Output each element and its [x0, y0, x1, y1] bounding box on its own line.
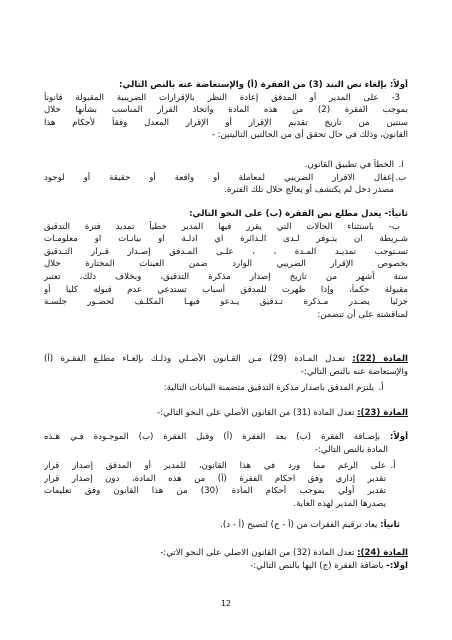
paragraph-line: جزئيا يصـدر مـذكرة تـدقيق يـدعو فيهـا المكلـف لحضـور جلسـة: [44, 297, 408, 308]
article-text: تعدل المادة (32) من القانون الاصلي على النحو الاتي:-: [160, 548, 355, 558]
article-24: [44, 547, 408, 572]
paragraph-label: ثانياً:: [380, 520, 400, 530]
paragraph-text: بإضـافة الفقرة (ب) بعد الفقرة (أ) وقبل الفقرة (ب) الموجـودة فـي هـذه: [44, 432, 380, 442]
list-item-text: يصدرها المدير لهذه الغاية.: [293, 498, 386, 509]
section-amendment-first: [44, 79, 408, 142]
paragraph-line: تسـتوجب تمديـد المـدة ، ، علـى المـدقق إصـدار قـرار التـدقيق: [44, 246, 408, 257]
list-item-text: تقدير أولي بموجب أحكام المادة (30) من هذا القانون وفق تعليمات: [44, 486, 386, 497]
paragraph-line: المادة بالنص التالي:-: [314, 444, 388, 455]
paragraph-text: باضافة الفقرة (ج) اليها بالنص التالي:-: [250, 560, 384, 571]
paragraph-line: القانون، وذلك في حال تحقق أي من الحالتين التاليتين: -: [211, 130, 408, 141]
paragraph-line: بخصوص الإقرار الضريبي الوارد ضمن العينات المختارة خلال: [44, 259, 408, 270]
section-amendment-second: [44, 208, 408, 321]
list-marker: ب.: [395, 172, 407, 183]
paragraph-line: 3- على المدير أو المدقق إعادة النظر بالإقرارات الضريبية المقبولة قانوناً: [44, 92, 400, 103]
article-22: [44, 353, 408, 378]
section-1-items: [44, 159, 408, 197]
paragraph-line: ستة أشهر من تاريخ إصدار مذكرة التدقيق، وبخلاف ذلك، تعتبر: [44, 271, 408, 282]
paragraph-line: سنتين من تاريخ تقديم الإقرار أو الإقرار المعدل وفقاً لأحكام هذا: [44, 117, 408, 128]
list-item-text: مصدر دخل لم يكتشف أو يعالج خلال تلك الفترة.: [224, 185, 394, 196]
list-item: [44, 159, 408, 172]
page-number: 12: [220, 599, 232, 608]
article-23-second: [44, 519, 408, 532]
article-label: المادة (22):: [352, 354, 408, 364]
list-marker: أ.: [390, 461, 396, 471]
list-item: [44, 172, 408, 197]
list-marker: ا.: [398, 160, 404, 170]
list-marker: أ.: [378, 383, 384, 393]
paragraph-line: والإستعاضة عنه بالنص التالي:-: [300, 366, 408, 377]
article-label: المادة (23):: [357, 408, 408, 418]
list-item: [44, 460, 400, 510]
paragraph-line: شـريطة ان يتـوفر لـدى الـدائرة اي ادلـة او بيانـات او معلومـات: [44, 234, 408, 245]
article-22-items: [44, 382, 408, 395]
list-item-text: على الرغم مما ورد في هذا القانون، للمدير أو المدقق إصدار قرار: [44, 461, 386, 471]
list-item-text: تقدير إداري وفق احكام الفقرة (أ) من هذه المادة، دون إصدار قرار: [44, 473, 386, 484]
article-text: تعدل المادة (31) من القانون الأصلي على النحو التالي:-: [157, 408, 355, 418]
paragraph-label: اولا:-: [386, 560, 408, 571]
list-item-text: إغفال الاقرار الضريبي لمعاملة أو واقعة أو حقيقة أو لوجود: [44, 172, 394, 183]
article-label: المادة (24):: [357, 548, 408, 558]
paragraph-label: أولاً:: [389, 432, 408, 442]
article-23-first: [44, 431, 408, 456]
list-item: [44, 382, 388, 395]
article-text: تعـدل المـادة (29) مـن القـانون الأصـلي وذلـك بإلغـاء مطلـع الفقـرة (أ): [44, 354, 345, 364]
list-item-text: يلتزم المدقق باصدار مذكرة التدقيق متضمنة البيانات التالية:: [163, 383, 374, 393]
paragraph-line: مقبولة حكماً، وإذا ظهرت للمدقق أسباب تستدعي عدم قبوله كليا أو: [44, 284, 408, 295]
list-item-text: الخطأ في تطبيق القانون.: [304, 160, 394, 170]
article-23: [44, 407, 408, 420]
paragraph-text: يعاد ترقيم الفقرات من (أ - ج) لتصبح (أ - د).: [220, 520, 378, 530]
section-heading: أولاً: بإلغاء نص البند (3) من الفقرة (أ) والإستعاضة عنه بالنص التالي:: [119, 80, 408, 90]
article-23-items: [44, 460, 408, 510]
paragraph-line: لمناقشته على أن تتضمن:: [317, 309, 408, 320]
paragraph-line: بموجب الفقرة (2) من هذه المادة واتخاذ القرار المناسب بشأنها خلال: [44, 105, 408, 116]
section-heading: ثانياً:- يعدل مطلع نص الفقرة (ب) على النحو التالي:: [189, 209, 408, 219]
paragraph-line: ب- باستثناء الحالات التي يقرر فيها المدير خطياً تمديد فترة التدقيق: [44, 221, 400, 232]
